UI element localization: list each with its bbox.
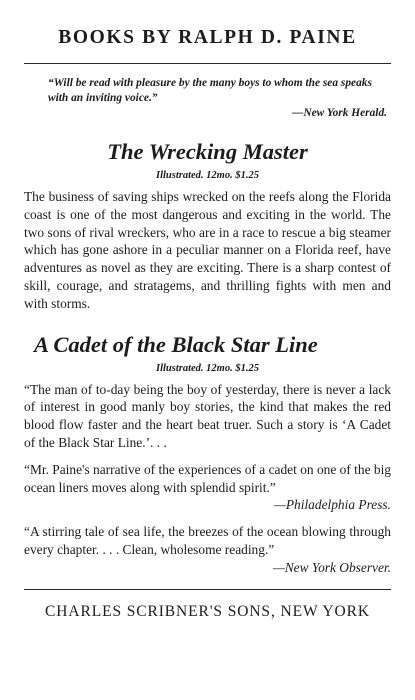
page-heading: BOOKS BY RALPH D. PAINE	[58, 27, 357, 48]
review-source-3: —New York Observer.	[272, 559, 391, 575]
advertisement-page	[24, 26, 391, 622]
book-meta-wrecking-master: Illustrated. 12mo. $1.25	[156, 170, 259, 181]
book-meta-cadet: Illustrated. 12mo. $1.25	[156, 362, 259, 374]
epigraph-quote: “Will be read with pleasure by the many boys to whom the sea speaks with an inviting voice.”	[48, 77, 372, 104]
top-rule	[24, 63, 391, 64]
publisher-footer: CHARLES SCRIBNER'S SONS, NEW YORK	[45, 602, 370, 620]
epigraph-source: —New York Herald.	[291, 107, 387, 119]
bottom-rule	[24, 589, 391, 590]
review-quote-1: “The man of to-day being the boy of yesterday, there is never a lack of interest in good manly boy stories, the kind that makes the red blood flow faster and the heart beat truer. Such a story is ‘A Cadet of the Black Star Line.’. . .	[24, 381, 391, 450]
epigraph	[24, 76, 391, 121]
book-description-wrecking-master: The business of saving ships wrecked on the reefs along the Florida coast is one of the most dangerous and exciting in the world. The two sons of rival wreckers, who are in a race to rescue a big steamer which has gone ashore in a peculiar manner on a Florida reef, have adventures as novel as they are exciting. There is a sharp contest of skill, courage, and stratagems, and thrilling fights with men and with storms.	[24, 189, 391, 311]
review-source-2: —Philadelphia Press.	[273, 497, 391, 513]
review-quote-2: “Mr. Paine's narrative of the experiences of a cadet on one of the big ocean liners moves along with splendid spirit.”	[24, 461, 391, 495]
book-title-cadet: A Cadet of the Black Star Line	[34, 331, 318, 357]
review-quote-3: “A stirring tale of sea life, the breezes of the ocean blowing through every chapter. . . . Clean, wholesome reading.”	[24, 524, 391, 557]
book-title-wrecking-master: The Wrecking Master	[107, 139, 308, 164]
